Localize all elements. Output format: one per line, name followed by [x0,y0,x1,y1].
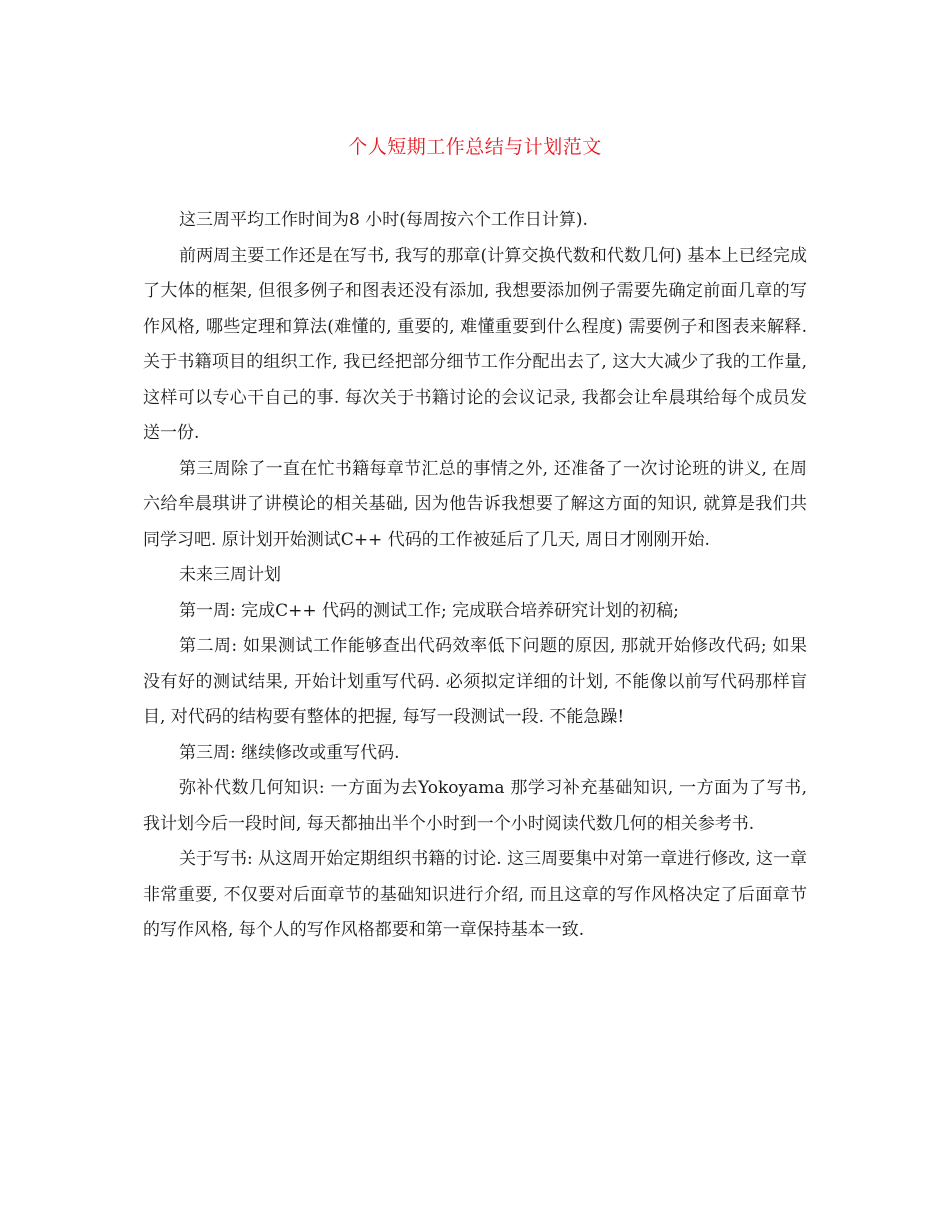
paragraph-plan-week-2: 第二周: 如果测试工作能够查出代码效率低下问题的原因, 那就开始修改代码; 如果没有好的测试结果, 开始计划重写代码. 必须拟定详细的计划, 不能像以前写代码那样盲目, 对代码的结构要有整体的把握, 每写一段测试一段. 不能急躁! [143,636,807,727]
paragraph-work-hours: 这三周平均工作时间为8 小时(每周按六个工作日计算). [179,210,588,230]
paragraph-third-week: 第三周除了一直在忙书籍每章节汇总的事情之外, 还准备了一次讨论班的讲义, 在周六给牟晨琪讲了讲模论的相关基础, 因为他告诉我想要了解这方面的知识, 就算是我们共同学习吧. 原计划开始测试C++ 代码的工作被延后了几天, 周日才刚刚开始. [143,458,807,550]
paragraph-plan-heading: 未来三周计划 [179,565,281,585]
paragraph-plan-week-3: 第三周: 继续修改或重写代码. [179,742,400,763]
document-body [143,203,807,949]
paragraph-book-writing: 关于写书: 从这周开始定期组织书籍的讨论. 这三周要集中对第一章进行修改, 这一章非常重要, 不仅要对后面章节的基础知识进行介绍, 而且这章的写作风格决定了后面章节的写作风格, 每个人的写作风格都要和第一章保持基本一致. [143,849,807,940]
paragraph-first-two-weeks: 前两周主要工作还是在写书, 我写的那章(计算交换代数和代数几何) 基本上已经完成了大体的框架, 但很多例子和图表还没有添加, 我想要添加例子需要先确定前面几章的写作风格, 哪些定理和算法(难懂的, 重要的, 难懂重要到什么程度) 需要例子和图表来解释. 关于书籍项目的组织工作, 我已经把部分细节工作分配出去了, 这大大减少了我的工作量, 这样可以专心干自己的事. 每次关于书籍讨论的会议记录, 我都会让牟晨琪给每个成员发送一份. [143,245,807,443]
paragraph-algebraic-geometry: 弥补代数几何知识: 一方面为去Yokoyama 那学习补充基础知识, 一方面为了写书, 我计划今后一段时间, 每天都抽出半个小时到一个小时阅读代数几何的相关参考书. [143,778,807,834]
paragraph-plan-week-1: 第一周: 完成C++ 代码的测试工作; 完成联合培养研究计划的初稿; [179,600,679,621]
document-title: 个人短期工作总结与计划范文 [348,136,602,158]
